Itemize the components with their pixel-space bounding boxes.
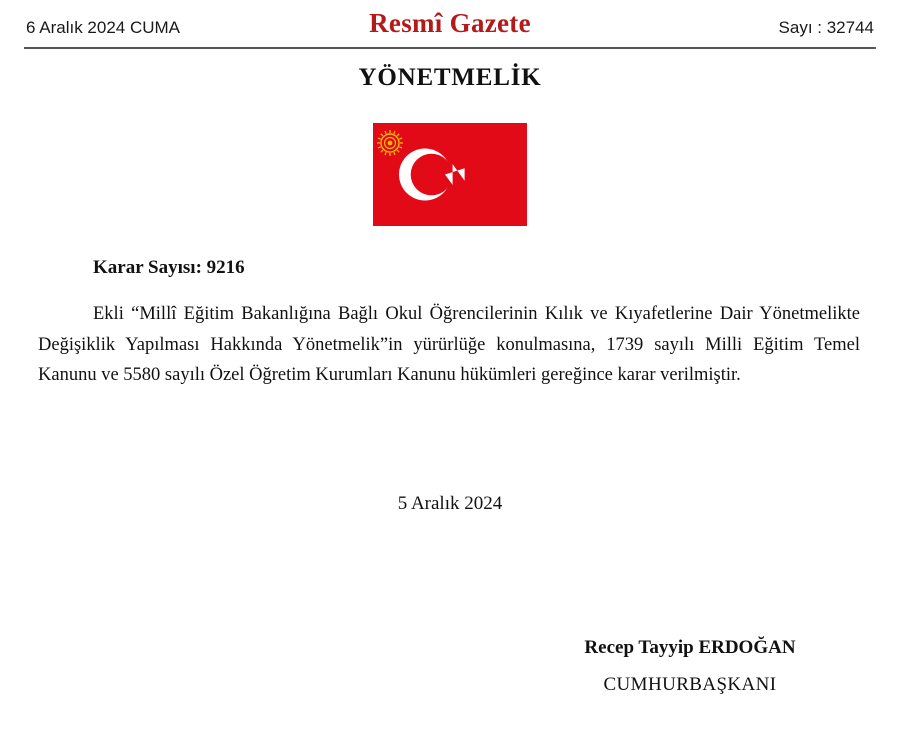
gazette-header [24, 8, 876, 46]
section-heading: YÖNETMELİK [358, 64, 542, 91]
decision-number: Karar Sayısı: 9216 [93, 257, 245, 278]
gazette-title: Resmî Gazete [369, 8, 531, 38]
header-divider [24, 47, 876, 49]
signer-name: Recep Tayyip ERDOĞAN [584, 637, 796, 658]
signer-title: CUMHURBAŞKANI [603, 674, 777, 695]
publication-date: 6 Aralık 2024 CUMA [26, 18, 181, 37]
signature-date: 5 Aralık 2024 [397, 493, 503, 514]
presidential-seal-icon [377, 130, 403, 156]
turkish-flag-icon [373, 123, 527, 226]
decision-body: Ekli “Millî Eğitim Bakanlığına Bağlı Okul Öğrencilerinin Kılık ve Kıyafetlerine Dair Yönetmelikte Değişiklik Yapılması Hakkında Yönetmelik”in yürürlüğe konulmasına, 1739 sayılı Milli Eğitim Temel Kanunu ve 5580 sayılı Özel Öğretim Kurumları Kanunu hükümleri gereğince karar verilmiştir. [38, 304, 860, 385]
issue-number: Sayı : 32744 [778, 18, 874, 37]
